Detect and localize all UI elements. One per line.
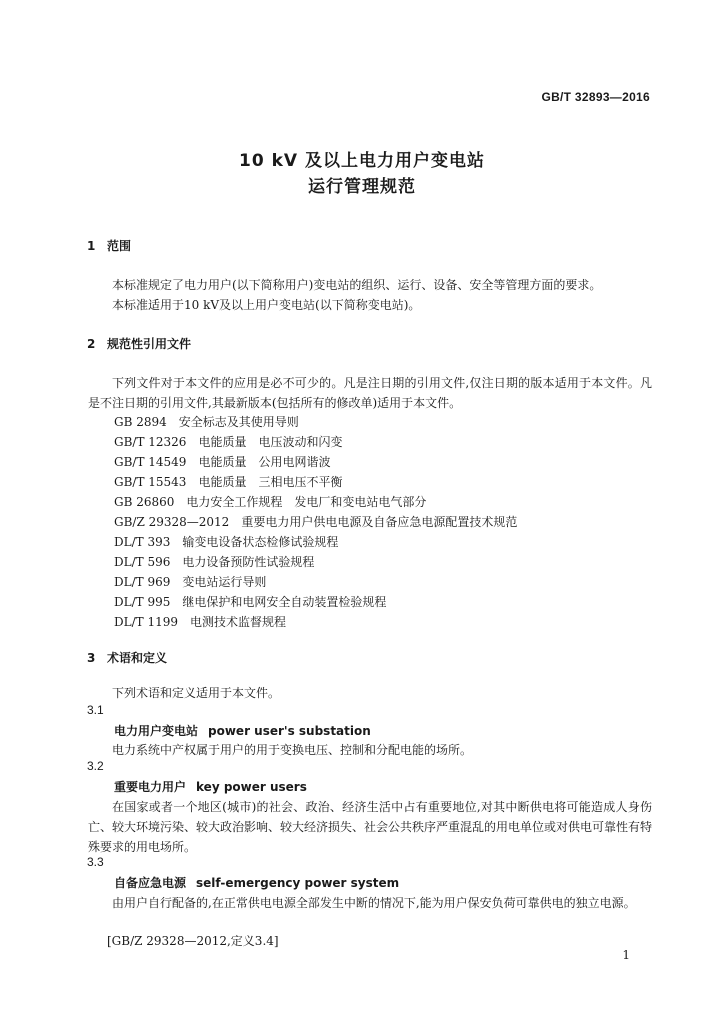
reference-item: DL/T 1199 电测技术监督规程 [114,615,286,629]
reference-item: GB/Z 29328—2012 重要电力用户供电电源及自备应急电源配置技术规范 [114,515,518,529]
section-3-heading [87,649,167,666]
reference-item: DL/T 995 继电保护和电网安全自动装置检验规程 [114,595,387,609]
section-3-intro: 下列术语和定义适用于本文件。 [112,686,281,700]
section-1-paragraph-2: 本标准适用于10 kV及以上用户变电站(以下简称变电站)。 [112,298,421,312]
section-1-heading [87,237,131,254]
reference-item: GB 2894 安全标志及其使用导则 [114,415,299,429]
term-definition: 电力系统中产权属于用户的用于变换电压、控制和分配电能的场所。 [112,743,473,757]
term-definition: 在国家或者一个地区(城市)的社会、政治、经济生活中占有重要地位,对其中断供电将可能造成人身伤亡、较大环境污染、较大政治影响、较大经济损失、社会公共秩序严重混乱的用电单位或对供电可靠性有特殊要求的用电场所。 [88,800,653,854]
term-en: self-emergency power system [196,876,400,890]
term-heading [114,874,399,891]
page-number: 1 [622,948,630,962]
reference-item: DL/T 393 输变电设备状态检修试验规程 [114,535,339,549]
section-number: 2 [87,337,96,351]
reference-item: GB/T 15543 电能质量 三相电压不平衡 [114,475,343,489]
section-title: 范围 [107,239,132,253]
reference-item: GB/T 12326 电能质量 电压波动和闪变 [114,435,343,449]
reference-item: GB 26860 电力安全工作规程 发电厂和变电站电气部分 [114,495,427,509]
term-zh: 电力用户变电站 [114,724,199,738]
term-number: 3.2 [87,759,104,773]
document-title [0,148,724,200]
section-title: 规范性引用文件 [107,337,192,351]
term-heading [114,778,307,795]
section-number: 1 [87,239,96,253]
reference-item: DL/T 969 变电站运行导则 [114,575,267,589]
title-line-1: 10 kV 及以上电力用户变电站 [239,151,485,171]
term-zh: 自备应急电源 [114,876,187,890]
reference-item: GB/T 14549 电能质量 公用电网谐波 [114,455,331,469]
term-number: 3.1 [87,703,104,717]
reference-item: DL/T 596 电力设备预防性试验规程 [114,555,315,569]
term-heading [114,722,371,739]
term-source: [GB/Z 29328—2012,定义3.4] [107,934,279,948]
term-number: 3.3 [87,855,104,869]
section-2-heading [87,335,191,352]
section-1-paragraph-1: 本标准规定了电力用户(以下简称用户)变电站的组织、运行、设备、安全等管理方面的要求。 [112,278,602,292]
term-definition: 由用户自行配备的,在正常供电电源全部发生中断的情况下,能为用户保安负荷可靠供电的独立电源。 [112,896,636,910]
title-line-2: 运行管理规范 [308,177,416,197]
term-en: key power users [196,780,307,794]
term-en: power user's substation [208,724,371,738]
section-2-intro: 下列文件对于本文件的应用是必不可少的。凡是注日期的引用文件,仅注日期的版本适用于本文件。凡是不注日期的引用文件,其最新版本(包括所有的修改单)适用于本文件。 [88,376,652,410]
section-number: 3 [87,651,96,665]
term-zh: 重要电力用户 [114,780,187,794]
standard-code: GB/T 32893—2016 [541,90,650,104]
section-title: 术语和定义 [107,651,168,665]
